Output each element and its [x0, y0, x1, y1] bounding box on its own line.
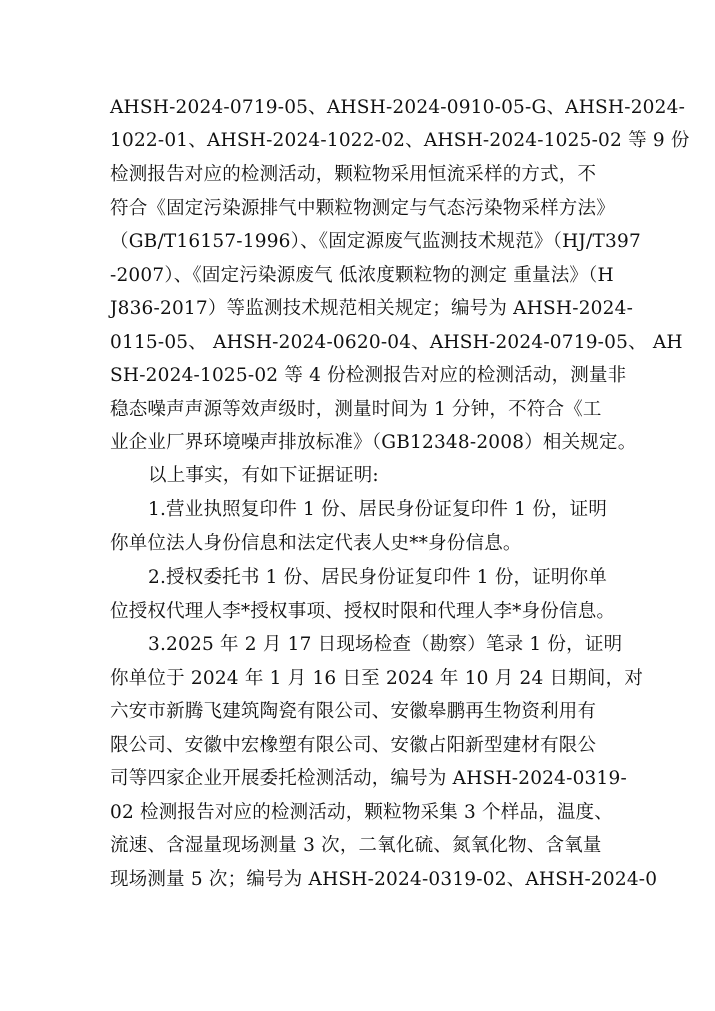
- text-line: 业企业厂界环境噪声排放标准》（GB12348-2008）相关规定。: [110, 432, 637, 453]
- text-line: 检测报告对应的检测活动，颗粒物采用恒流采样的方式，不: [110, 164, 597, 185]
- text-line: 2.授权委托书 1 份、居民身份证复印件 1 份，证明你单: [148, 567, 608, 588]
- text-line: SH-2024-1025-02 等 4 份检测报告对应的检测活动，测量非: [110, 365, 627, 386]
- text-line: 六安市新腾飞建筑陶瓷有限公司、安徽皋鹏再生物资利用有: [110, 701, 597, 722]
- text-line: 限公司、安徽中宏橡塑有限公司、安徽占阳新型建材有限公: [110, 735, 597, 756]
- text-line: 你单位于 2024 年 1 月 16 日至 2024 年 10 月 24 日期间，对: [110, 668, 644, 689]
- text-line: 以上事实，有如下证据证明:: [148, 465, 379, 486]
- text-line: AHSH-2024-0719-05、AHSH-2024-0910-05-G、AHSH-2024-: [110, 97, 686, 118]
- text-line: 0115-05、 AHSH-2024-0620-04、AHSH-2024-0719-05、 AH: [110, 332, 683, 353]
- text-line: （GB/T16157-1996）、《固定源废气监测技术规范》（HJ/T397: [110, 231, 641, 252]
- text-line: 位授权代理人李*授权事项、授权时限和代理人李*身份信息。: [110, 601, 616, 622]
- text-line: J836-2017）等监测技术规范相关规定；编号为 AHSH-2024-: [110, 298, 634, 319]
- text-line: 你单位法人身份信息和法定代表人史**身份信息。: [110, 533, 522, 554]
- text-line: 02 检测报告对应的检测活动，颗粒物采集 3 个样品，温度、: [110, 802, 613, 823]
- text-line: 1022-01、AHSH-2024-1022-02、AHSH-2024-1025-02 等 9 份: [110, 130, 690, 151]
- text-line: 流速、含湿量现场测量 3 次，二氧化硫、氮氧化物、含氧量: [110, 835, 602, 856]
- text-line: 3.2025 年 2 月 17 日现场检查（勘察）笔录 1 份，证明: [148, 634, 623, 655]
- text-line: 符合《固定污染源排气中颗粒物测定与气态污染物采样方法》: [110, 198, 615, 219]
- text-line: 稳态噪声声源等效声级时，测量时间为 1 分钟，不符合《工: [110, 399, 602, 420]
- text-line: 现场测量 5 次；编号为 AHSH-2024-0319-02、AHSH-2024-0: [110, 869, 658, 890]
- text-line: 1.营业执照复印件 1 份、居民身份证复印件 1 份，证明: [148, 499, 608, 520]
- text-line: 司等四家企业开展委托检测活动，编号为 AHSH-2024-0319-: [110, 768, 627, 789]
- text-line: -2007）、《固定污染源废气 低浓度颗粒物的测定 重量法》（H: [110, 265, 614, 286]
